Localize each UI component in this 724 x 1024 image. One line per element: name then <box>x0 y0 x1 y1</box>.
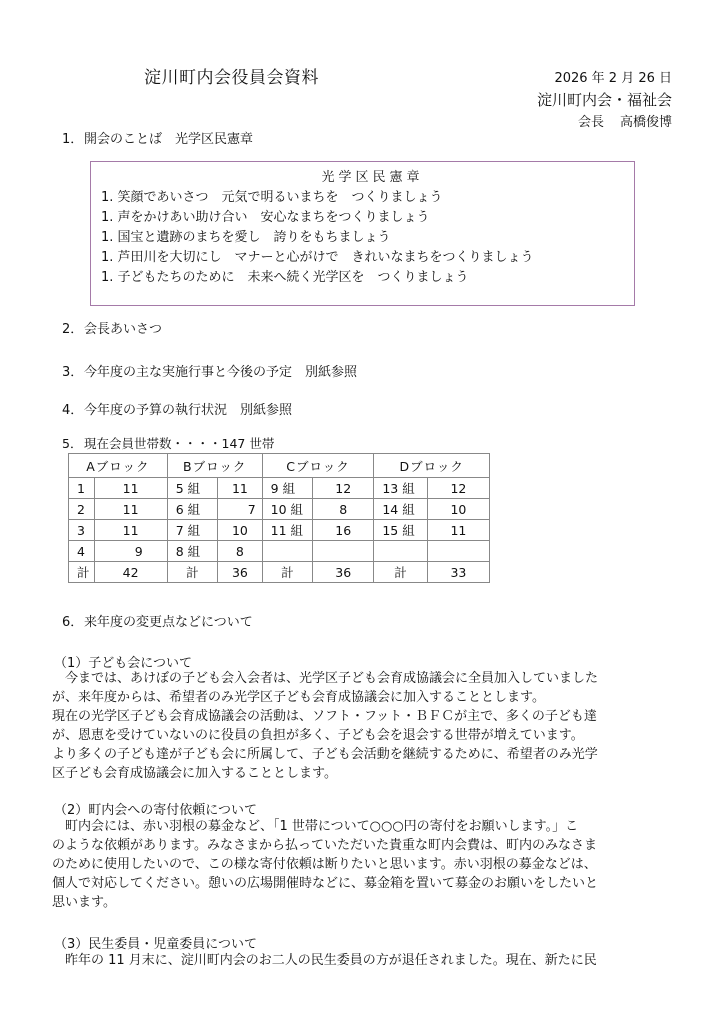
section-5 <box>62 434 274 452</box>
table-cell: 11 <box>94 478 167 499</box>
paragraph-line: より多くの子ども達が子ども会に所属して、子ども会活動を継続するために、希望者のみ光学 <box>52 747 598 762</box>
paragraph-line: 区子ども会育成協議会に加入することとします。 <box>52 766 337 781</box>
header-a-block: Aブロック <box>69 454 168 478</box>
table-cell: 8 <box>313 499 374 520</box>
section-number: 3． <box>62 365 84 380</box>
table-cell: 33 <box>427 562 489 583</box>
subsection-heading-kids: （1）子ども会について <box>54 656 193 671</box>
chair-role: 会長 <box>577 115 604 130</box>
table-cell: 8 組 <box>167 541 217 562</box>
section-text: 開会のことば 光学区民憲章 <box>84 132 254 147</box>
table-row <box>69 520 490 541</box>
header-d-block: Dブロック <box>374 454 490 478</box>
document-date: 2026 年 2 月 26 日 <box>554 71 672 86</box>
charter-item: 1. 国宝と遺跡のまちを愛し 誇りをもちましょう <box>101 230 391 245</box>
table-cell: 計 <box>69 562 95 583</box>
table-cell: 9 組 <box>262 478 313 499</box>
section-number: 4． <box>62 403 84 418</box>
charter-box <box>90 161 635 306</box>
subsection-heading-donation: （2）町内会への寄付依頼について <box>54 803 258 818</box>
table-cell: 11 組 <box>262 520 313 541</box>
section-2 <box>62 318 162 337</box>
subsection-body-kids <box>52 669 672 783</box>
paragraph-line: 現在の光学区子ども会育成協議会の活動は、ソフト・フット・ＢＦＣが主で、多くの子ども達 <box>52 709 597 724</box>
table-cell: 12 <box>427 478 489 499</box>
table-row <box>69 541 490 562</box>
chair-name: 高橋俊博 <box>619 115 672 130</box>
table-cell: 15 組 <box>374 520 427 541</box>
charter-item: 1. 声をかけあい助け合い 安心なまちをつくりましょう <box>101 210 430 225</box>
table-cell: 8 <box>218 541 263 562</box>
paragraph-line: のために使用したいので、この様な寄付依頼は断りたいと思います。赤い羽根の募金などは、 <box>52 857 597 872</box>
section-3 <box>62 361 357 380</box>
subsection-body-donation <box>52 817 672 912</box>
section-number: 2． <box>62 322 84 337</box>
section-text: 現在会員世帯数・・・・147 世帯 <box>84 436 275 451</box>
table-cell: 3 <box>69 520 95 541</box>
section-number: 1． <box>62 132 84 147</box>
table-cell: 11 <box>94 520 167 541</box>
table-cell: 13 組 <box>374 478 427 499</box>
table-cell <box>427 541 489 562</box>
organization-name: 淀川町内会・福祉会 <box>536 91 672 109</box>
table-cell <box>374 541 427 562</box>
paragraph-line: が、来年度からは、希望者のみ光学区子ども会育成協議会に加入することとします。 <box>52 690 545 705</box>
section-text: 来年度の変更点などについて <box>84 615 253 630</box>
section-6 <box>62 611 253 630</box>
paragraph-line: 今までは、あけぼの子ども会入会者は、光学区子ども会育成協議会に全員加入していました <box>52 671 599 686</box>
paragraph-line: 町内会には、赤い羽根の募金など、「1 世帯について○○○円の寄付をお願いします。」こ <box>52 819 579 834</box>
paragraph-line: のような依頼があります。みなさまから払っていただいた貴重な町内会費は、町内のみなさま <box>52 838 597 853</box>
section-text: 今年度の予算の執行状況 別紙参照 <box>84 403 293 418</box>
paragraph-line: 個人で対応してください。憩いの広場開催時などに、募金箱を置いて募金のお願いをしたいと <box>52 876 599 891</box>
subsection-heading-welfare: （3）民生委員・児童委員について <box>54 937 258 952</box>
document-title: 淀川町内会役員会資料 <box>144 68 319 88</box>
table-total-row <box>69 562 490 583</box>
table-cell: 36 <box>313 562 374 583</box>
table-cell: 7 組 <box>167 520 217 541</box>
table-cell: 計 <box>262 562 313 583</box>
table-cell: 12 <box>313 478 374 499</box>
table-cell: 11 <box>94 499 167 520</box>
table-header-row <box>69 454 490 478</box>
table-cell: 9 <box>94 541 167 562</box>
chair-line <box>578 111 672 130</box>
table-cell: 7 <box>218 499 263 520</box>
table-cell <box>313 541 374 562</box>
table-cell: 計 <box>374 562 427 583</box>
table-cell: 16 <box>313 520 374 541</box>
paragraph-line: 昨年の 11 月末に、淀川町内会のお二人の民生委員の方が退任されました。現在、新たに民 <box>52 953 597 968</box>
table-cell: 10 <box>218 520 263 541</box>
section-number: 6． <box>62 615 84 630</box>
table-cell <box>262 541 313 562</box>
table-cell: 14 組 <box>374 499 427 520</box>
section-text: 会長あいさつ <box>84 322 163 337</box>
paragraph-line: 思います。 <box>52 895 116 910</box>
table-cell: 2 <box>69 499 95 520</box>
table-cell: 計 <box>167 562 217 583</box>
charter-item: 1. 子どもたちのために 未来へ続く光学区を つくりましょう <box>101 270 469 285</box>
table-cell: 10 <box>427 499 489 520</box>
table-cell: 6 組 <box>167 499 217 520</box>
paragraph-line: が、恩恵を受けていないのに役員の負担が多く、子ども会を退会する世帯が増えています。 <box>52 728 584 743</box>
table-row <box>69 478 490 499</box>
table-cell: 5 組 <box>167 478 217 499</box>
charter-item: 1. 芦田川を大切にし マナーと心がけで きれいなまちをつくりましょう <box>101 250 534 265</box>
table-row <box>69 499 490 520</box>
table-cell: 42 <box>94 562 167 583</box>
header-b-block: Bブロック <box>167 454 262 478</box>
section-number: 5． <box>62 436 83 451</box>
table-cell: 10 組 <box>262 499 313 520</box>
table-cell: 11 <box>218 478 263 499</box>
section-1 <box>62 128 253 147</box>
section-4 <box>62 399 292 418</box>
members-table <box>68 453 490 583</box>
charter-item: 1. 笑顔であいさつ 元気で明るいまちを つくりましょう <box>101 190 443 205</box>
table-cell: 4 <box>69 541 95 562</box>
table-cell: 36 <box>218 562 263 583</box>
charter-title: 光学区民憲章 <box>321 170 424 185</box>
table-cell: 11 <box>427 520 489 541</box>
section-text: 今年度の主な実施行事と今後の予定 別紙参照 <box>84 365 358 380</box>
header-c-block: Cブロック <box>262 454 374 478</box>
table-cell: 1 <box>69 478 95 499</box>
subsection-body-welfare <box>52 951 672 970</box>
